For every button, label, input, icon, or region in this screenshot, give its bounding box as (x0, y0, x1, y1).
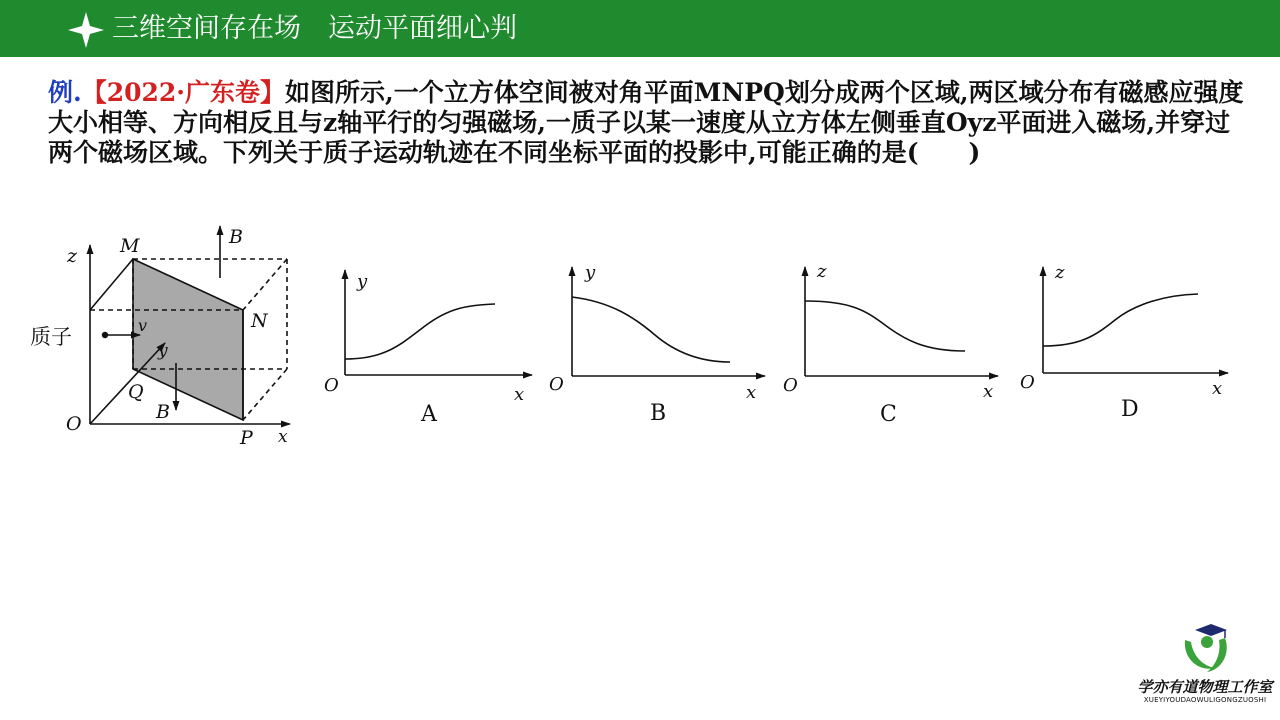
option-d-horizontal-axis-label: x (1212, 378, 1223, 399)
option-a-vertical-axis-label: y (357, 271, 368, 292)
option-a-letter: A (421, 402, 437, 427)
option-c-curve (805, 301, 965, 351)
cube-label-q: Q (128, 381, 144, 403)
option-d-origin-label: O (1020, 372, 1035, 393)
option-c-letter: C (880, 402, 897, 427)
question-source: 【2022·广东卷】 (81, 78, 286, 107)
cube-label-o: O (66, 413, 82, 435)
option-b-graph (549, 262, 765, 426)
cube-label-p: P (240, 427, 253, 449)
diagonal-plane-mnpq (133, 259, 243, 420)
option-b-origin-label: O (549, 374, 564, 395)
option-a-graph (324, 270, 532, 427)
option-b-horizontal-axis-label: x (746, 382, 757, 403)
cube-label-b-bottom: B (156, 401, 170, 423)
option-a-curve (345, 304, 495, 359)
option-b-curve (572, 297, 730, 362)
option-c-vertical-axis-label: z (817, 261, 827, 282)
option-c-horizontal-axis-label: x (983, 381, 994, 402)
studio-logo (1130, 620, 1280, 720)
cube-label-v: v (138, 316, 148, 335)
option-a-horizontal-axis-label: x (514, 384, 525, 405)
studio-pinyin: XUEYIYOUDAOWULIGONGZUOSHI (1143, 696, 1267, 704)
cube-label-x: x (278, 427, 288, 447)
question-body: 如图所示,一个立方体空间被对角平面MNPQ划分成两个区域,两区域分布有磁感应强度大小相等、方向相反且与z轴平行的匀强磁场,一质子以某一速度从立方体左侧垂直Oyz平面进入磁场,并穿过两个磁场区域。下列关于质子运动轨迹在不同坐标平面的投影中,可能正确的是( ) (48, 78, 1244, 167)
option-b-letter: B (650, 401, 667, 426)
option-c-graph (783, 261, 998, 427)
option-a-origin-label: O (324, 375, 339, 396)
option-d-graph (1020, 262, 1228, 422)
question-lead: 例. (48, 78, 82, 107)
option-d-curve (1043, 294, 1198, 346)
option-c-origin-label: O (783, 375, 798, 396)
cube-label-y: y (158, 341, 168, 361)
option-d-vertical-axis-label: z (1055, 262, 1065, 283)
header-title: 三维空间存在场 运动平面细心判 (112, 13, 517, 44)
cube-label-n: N (251, 310, 268, 332)
cube-label-z: z (67, 245, 78, 267)
option-d-letter: D (1121, 397, 1139, 422)
cube-label-b-top: B (229, 226, 243, 248)
cube-label-particle: 质子 (30, 325, 72, 349)
studio-name: 学亦有道物理工作室 (1137, 678, 1273, 696)
cube-label-m: M (120, 235, 140, 257)
proton-dot (102, 332, 108, 338)
graduate-cap-leaf-icon (1175, 620, 1235, 680)
option-b-vertical-axis-label: y (585, 262, 596, 283)
